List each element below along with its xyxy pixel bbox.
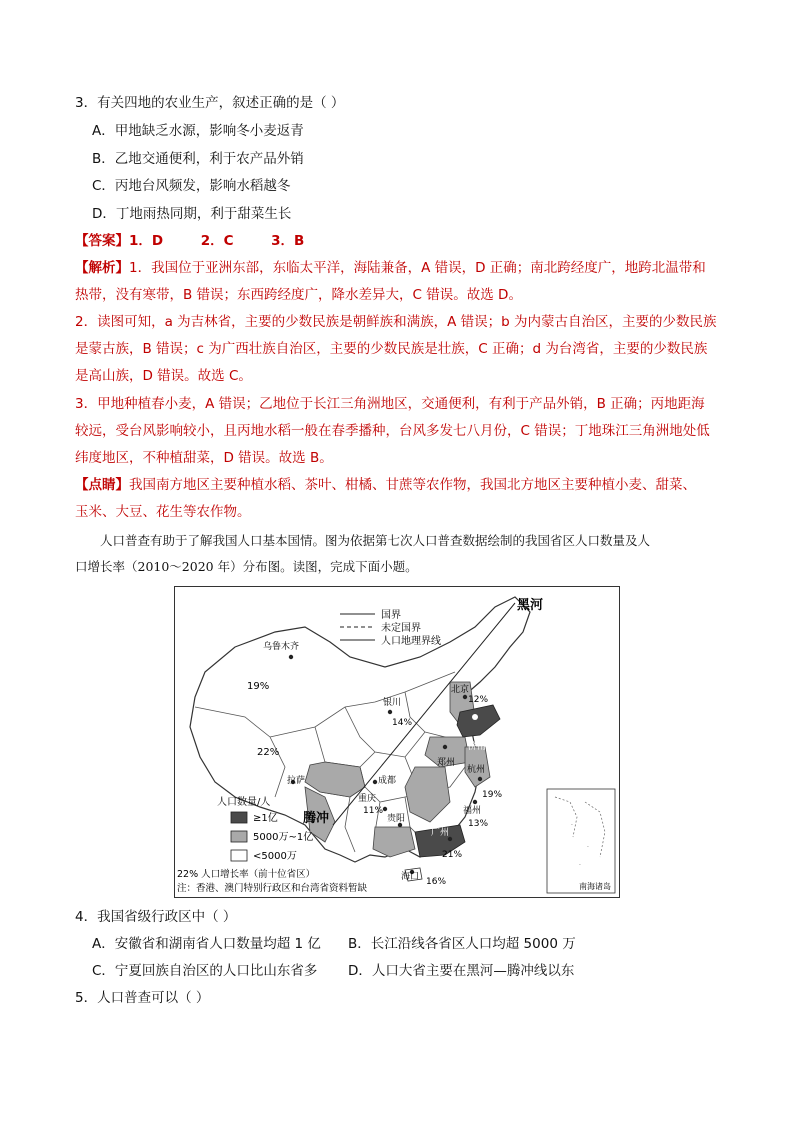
- rate-chongqing: 11%: [363, 806, 384, 816]
- map-svg: [175, 587, 619, 897]
- legend-border: 国界: [381, 610, 401, 621]
- city-guangzhou: 广州: [431, 828, 450, 838]
- rate-guangdong: 21%: [442, 850, 463, 860]
- legend-title: 人口数量/人: [217, 797, 271, 808]
- city-chengdu: 成都: [378, 776, 397, 786]
- city-fuzhou: 福州: [463, 806, 482, 816]
- svg-text:·: ·: [579, 862, 581, 869]
- q3-option-c: C．丙地台风频发，影响水稻越冬: [92, 178, 291, 194]
- answer-label: 【答案】: [75, 233, 129, 249]
- legend-undetermined: 未定国界: [381, 623, 421, 634]
- analysis-line-7: 较远，受台风影响较小，且丙地水稻一般在春季播种，台风多发七八月份，C 错误；丁地珠江三角洲地处低: [75, 423, 710, 439]
- svg-text:·: ·: [587, 844, 589, 851]
- tengchong-label: 腾冲: [303, 811, 330, 826]
- intro-line-1: 人口普查有助于了解我国人口基本国情。图为依据第七次人口普查数据绘制的我国省区人口数量及人: [100, 533, 651, 548]
- inset-label: 南海诸岛: [579, 882, 611, 891]
- rate-zhejiang: 19%: [482, 790, 503, 800]
- legend-dark: ≥1亿: [253, 813, 278, 824]
- q4-option-a: A．安徽省和湖南省人口数量均超 1 亿: [92, 936, 321, 952]
- tips-line-1: [75, 475, 696, 495]
- q4-stem: 4．我国省级行政区中（ ）: [75, 909, 237, 925]
- rate-hainan: 16%: [426, 877, 447, 887]
- analysis-line-4: 是蒙古族，B 错误；c 为广西壮族自治区，主要的少数民族是壮族，C 正确；d 为台湾省，主要的少数民族: [75, 341, 708, 357]
- q3-stem: 3．有关四地的农业生产，叙述正确的是（ ）: [75, 95, 345, 111]
- analysis-line-3: 2．读图可知，a 为吉林省，主要的少数民族是朝鲜族和满族，A 错误；b 为内蒙古自治区，主要的少数民族: [75, 314, 717, 330]
- svg-text:·: ·: [571, 822, 573, 829]
- tips-line-2: 玉米、大豆、花生等农作物。: [75, 504, 251, 520]
- rate-xinjiang: 19%: [247, 681, 270, 692]
- city-yinchuan: 银川: [383, 698, 402, 708]
- legend-light: <5000万: [253, 851, 297, 862]
- analysis-line-8: 纬度地区，不种植甜菜，D 错误。故选 B。: [75, 450, 333, 466]
- city-hangzhou: 杭州: [467, 765, 486, 775]
- intro-line-2: 口增长率（2010～2020 年）分布图。读图，完成下面小题。: [75, 559, 418, 574]
- rate-beijing: 12%: [468, 695, 489, 705]
- rate-fujian: 13%: [468, 819, 489, 829]
- tips-label: 【点睛】: [75, 477, 129, 493]
- city-zhengzhou: 郑州: [437, 758, 456, 768]
- analysis-line-1: [75, 258, 706, 278]
- heihe-label: 黑河: [517, 598, 544, 613]
- growth-note: 22% 人口增长率（前十位省区）: [177, 869, 316, 880]
- population-map: [174, 586, 620, 898]
- city-urumqi: 乌鲁木齐: [263, 642, 300, 652]
- analysis-line-6: 3．甲地种植春小麦，A 错误；乙地位于长江三角洲地区，交通便利，有利于产品外销，B 正确；丙地距海: [75, 396, 705, 412]
- analysis-line-5: 是高山族，D 错误。故选 C。: [75, 368, 252, 384]
- q3-option-b: B．乙地交通便利，利于农产品外销: [92, 151, 304, 167]
- analysis-text-1: 1．我国位于亚洲东部，东临太平洋，海陆兼备，A 错误，D 正确；南北跨经度广，地跨北温带和: [129, 260, 706, 276]
- q5-stem: 5．人口普查可以（ ）: [75, 990, 210, 1006]
- city-jinan: 济南: [468, 742, 487, 752]
- q3-option-a: A．甲地缺乏水源，影响冬小麦返青: [92, 123, 304, 139]
- rate-ningxia: 14%: [392, 718, 413, 728]
- q4-option-d: D．人口大省主要在黑河—腾冲线以东: [348, 963, 575, 979]
- city-chongqing: 重庆: [358, 794, 377, 804]
- city-lhasa: 拉萨: [287, 776, 306, 786]
- rate-tibet: 22%: [257, 747, 280, 758]
- city-guiyang: 贵阳: [387, 814, 406, 824]
- q3-option-d: D．丁地雨热同期，利于甜菜生长: [92, 206, 292, 222]
- answer-text: 1．D 2．C 3．B: [129, 233, 305, 249]
- tips-text-1: 我国南方地区主要种植水稻、茶叶、柑橘、甘蔗等农作物，我国北方地区主要种植小麦、甜菜、: [129, 477, 696, 493]
- legend-population-line: 人口地理界线: [381, 636, 441, 647]
- q4-option-b: B．长江沿线各省区人口均超 5000 万: [348, 936, 576, 952]
- analysis-label: 【解析】: [75, 260, 129, 276]
- analysis-line-2: 热带，没有寒带，B 错误；东西跨经度广，降水差异大，C 错误。故选 D。: [75, 287, 522, 303]
- legend-medium: 5000万~1亿: [253, 832, 314, 843]
- city-beijing: 北京: [451, 685, 470, 695]
- city-haikou: 海口: [401, 872, 420, 882]
- q4-option-c: C．宁夏回族自治区的人口比山东省多: [92, 963, 318, 979]
- answer-line: [75, 231, 304, 251]
- map-footnote: 注：香港、澳门特别行政区和台湾省资料暂缺: [177, 883, 368, 894]
